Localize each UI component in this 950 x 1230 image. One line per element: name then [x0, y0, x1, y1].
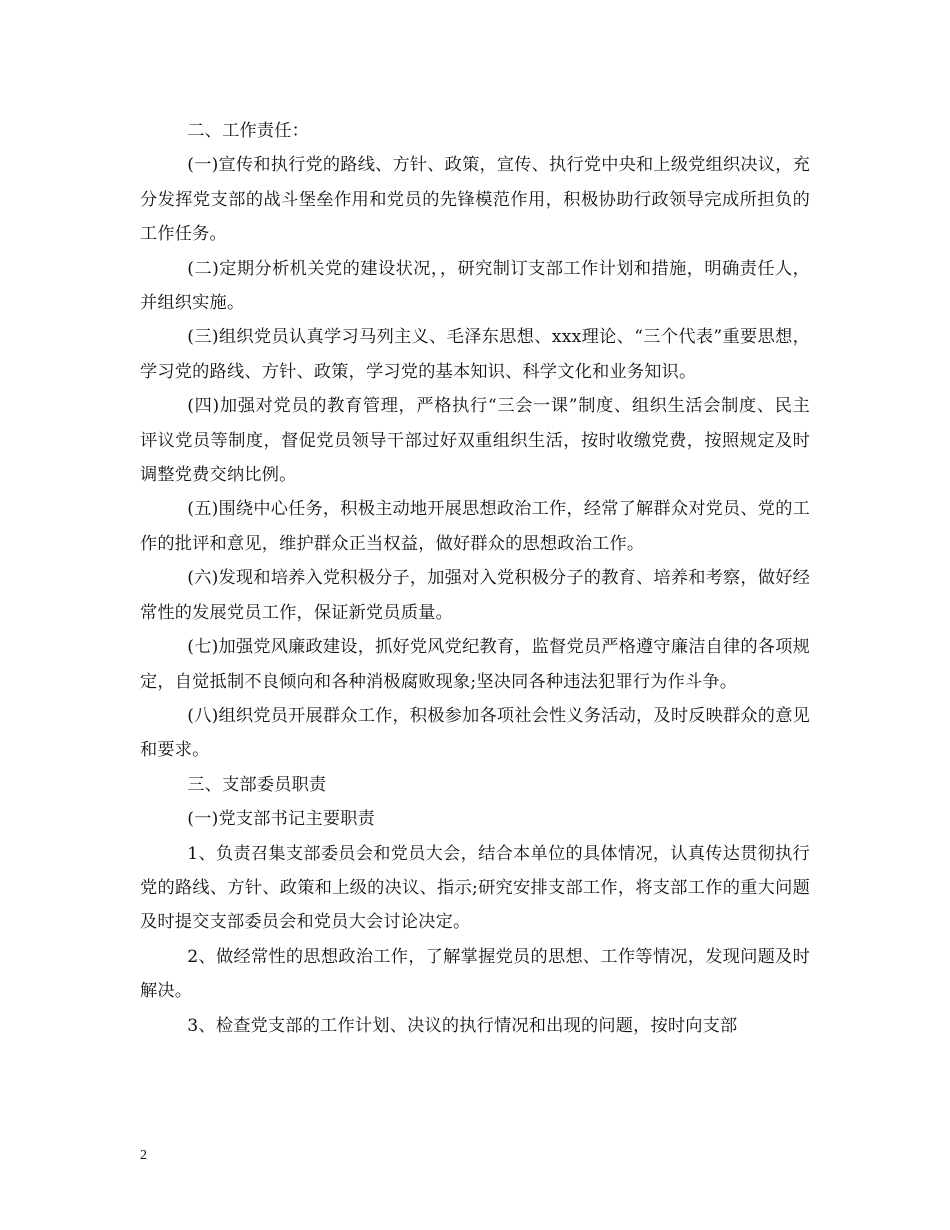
paragraph-item-1: (一)宣传和执行党的路线、方针、政策，宣传、执行党中央和上级党组织决议，充分发挥党支部的战斗堡垒作用和党员的先锋模范作用，积极协助行政领导完成所担负的工作任务。 — [140, 155, 810, 245]
paragraph-item-4: (四)加强对党员的教育管理，严格执行“三会一课”制度、组织生活会制度、民主评议党员等制度，督促党员领导干部过好双重组织生活，按时收缴党费，按照规定及时调整党费交纳比例。 — [140, 396, 810, 486]
paragraph-subheading-secretary: (一)党支部书记主要职责 — [187, 809, 375, 830]
page-number: 2 — [140, 1148, 147, 1163]
paragraph-item-8: (八)组织党员开展群众工作，积极参加各项社会性义务活动，及时反映群众的意见和要求。 — [140, 705, 810, 761]
paragraph-item-6: (六)发现和培养入党积极分子，加强对入党积极分子的教育、培养和考察，做好经常性的发展党员工作，保证新党员质量。 — [140, 568, 810, 623]
paragraph-item-3: (三)组织党员认真学习马列主义、毛泽东思想、xxx理论、“三个代表”重要思想，学习党的路线、方针、政策，学习党的基本知识、科学文化和业务知识。 — [140, 327, 810, 382]
paragraph-duty-2: 2、做经常性的思想政治工作，了解掌握党员的思想、工作等情况，发现问题及时解决。 — [140, 946, 810, 1002]
paragraph-section-two-heading: 二、工作责任： — [187, 121, 310, 141]
paragraph-section-three-heading: 三、支部委员职责 — [187, 774, 327, 795]
paragraph-duty-3: 3、检查党支部的工作计划、决议的执行情况和出现的问题，按时向支部 — [187, 1015, 738, 1036]
paragraph-item-5: (五)围绕中心任务，积极主动地开展思想政治工作，经常了解群众对党员、党的工作的批评和意见，维护群众正当权益，做好群众的思想政治工作。 — [140, 499, 810, 554]
document-body — [140, 114, 810, 1043]
paragraph-duty-1: 1、负责召集支部委员会和党员大会，结合本单位的具体情况，认真传达贯彻执行党的路线、方针、政策和上级的决议、指示;研究安排支部工作，将支部工作的重大问题及时提交支部委员会和党员大会讨论决定。 — [140, 843, 810, 933]
paragraph-item-7: (七)加强党风廉政建设，抓好党风党纪教育，监督党员严格遵守廉洁自律的各项规定，自觉抵制不良倾向和各种消极腐败现象;坚决同各种违法犯罪行为作斗争。 — [140, 637, 810, 692]
paragraph-item-2: (二)定期分析机关党的建设状况，，研究制订支部工作计划和措施，明确责任人，并组织实施。 — [140, 258, 810, 314]
